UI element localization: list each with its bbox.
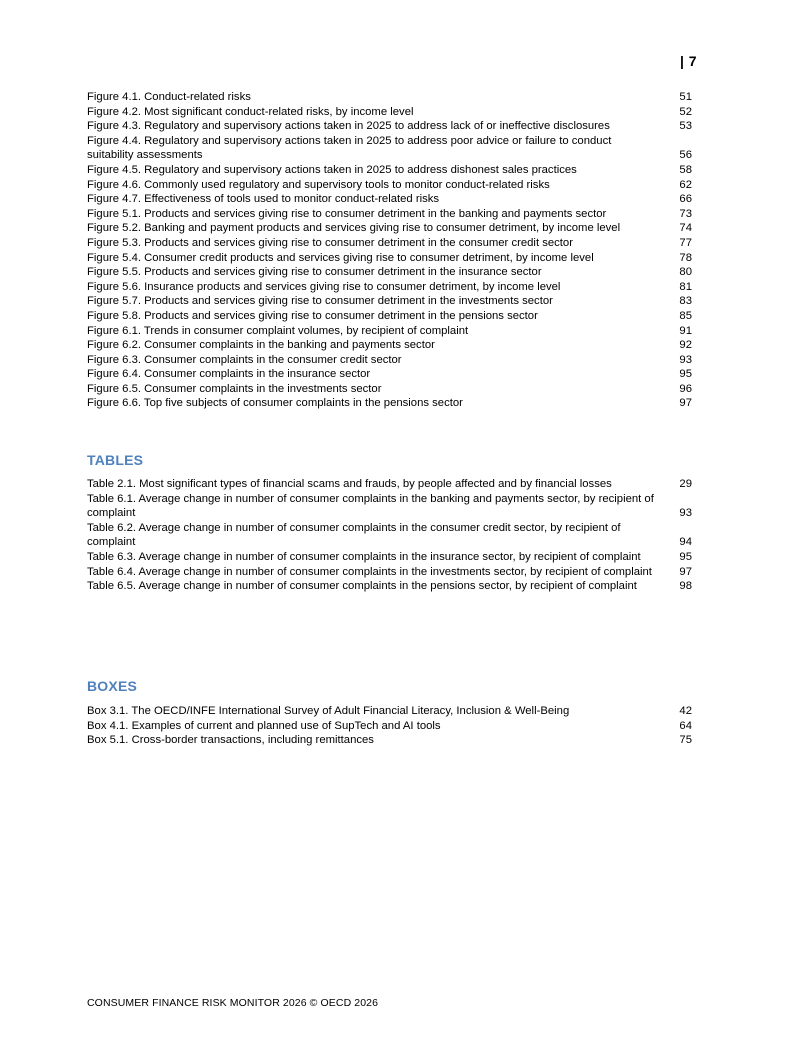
figure-entry-title: Figure 5.5. Products and services giving rise to consumer detriment in the insurance sector	[87, 266, 542, 279]
table-entry-title: Table 6.4. Average change in number of consumer complaints in the investments sector, by recipient of complaint	[87, 565, 652, 578]
table-entry-title: Table 2.1. Most significant types of financial scams and frauds, by people affected and by financial losses	[87, 478, 612, 490]
table-entry-page: 97	[679, 565, 692, 578]
figure-entry[interactable]	[87, 178, 692, 193]
figure-entry-page: 62	[679, 178, 692, 191]
figure-entry-page: 56	[679, 149, 692, 162]
page-footer: CONSUMER FINANCE RISK MONITOR 2026 © OECD 2026	[87, 997, 379, 1009]
figure-entry[interactable]	[87, 338, 692, 353]
figure-entry-page: 73	[679, 207, 692, 220]
box-entry-title: Box 4.1. Examples of current and planned use of SupTech and AI tools	[87, 719, 441, 732]
table-entry-page: 29	[679, 478, 692, 490]
figures-list	[87, 90, 692, 411]
figure-entry-page: 52	[679, 105, 692, 118]
figure-entry[interactable]	[87, 207, 692, 222]
table-entry-page: 93	[679, 507, 692, 520]
table-entry[interactable]	[87, 579, 692, 594]
figure-entry-title: Figure 4.4. Regulatory and supervisory actions taken in 2025 to address poor advice or failure to conduct suitability assessments	[87, 134, 612, 162]
figure-entry-page: 53	[679, 120, 692, 133]
figure-entry-page: 83	[679, 295, 692, 308]
box-entry-page: 64	[679, 719, 692, 732]
figure-entry-title: Figure 4.3. Regulatory and supervisory actions taken in 2025 to address lack of or ineffective disclosures	[87, 120, 610, 133]
figure-entry[interactable]	[87, 119, 692, 134]
figure-entry-page: 95	[679, 368, 692, 381]
boxes-list	[87, 704, 692, 748]
boxes-heading: BOXES	[87, 678, 138, 694]
table-entry[interactable]	[87, 492, 692, 521]
figure-entry[interactable]	[87, 105, 692, 120]
figure-entry-title: Figure 6.1. Trends in consumer complaint volumes, by recipient of complaint	[87, 324, 469, 337]
box-entry[interactable]	[87, 704, 692, 719]
figure-entry[interactable]	[87, 134, 692, 163]
figure-entry-page: 96	[679, 382, 692, 395]
figure-entry-title: Figure 4.7. Effectiveness of tools used to monitor conduct-related risks	[87, 193, 440, 206]
figure-entry[interactable]	[87, 163, 692, 178]
figure-entry-title: Figure 4.2. Most significant conduct-related risks, by income level	[87, 105, 414, 118]
table-entry-page: 94	[679, 536, 692, 549]
box-entry[interactable]	[87, 719, 692, 734]
box-entry-page: 75	[679, 734, 692, 747]
figure-entry[interactable]	[87, 367, 692, 382]
figure-entry-page: 58	[679, 163, 692, 176]
figure-entry[interactable]	[87, 236, 692, 251]
figure-entry-title: Figure 6.3. Consumer complaints in the consumer credit sector	[87, 353, 402, 366]
figure-entry-title: Figure 4.1. Conduct-related risks	[87, 91, 251, 103]
figure-entry[interactable]	[87, 294, 692, 309]
table-entry[interactable]	[87, 477, 692, 492]
table-entry[interactable]	[87, 550, 692, 565]
figure-entry[interactable]	[87, 353, 692, 368]
figure-entry[interactable]	[87, 192, 692, 207]
figure-entry-title: Figure 5.4. Consumer credit products and services giving rise to consumer detriment, by income level	[87, 251, 594, 264]
figure-entry[interactable]	[87, 280, 692, 295]
figure-entry[interactable]	[87, 90, 692, 105]
table-entry[interactable]	[87, 565, 692, 580]
figure-entry-page: 93	[679, 353, 692, 366]
figure-entry[interactable]	[87, 324, 692, 339]
figure-entry-page: 66	[679, 193, 692, 206]
figure-entry-title: Figure 5.7. Products and services giving rise to consumer detriment in the investments sector	[87, 295, 553, 308]
figure-entry-page: 78	[679, 251, 692, 264]
figure-entry[interactable]	[87, 265, 692, 280]
figure-entry-title: Figure 6.2. Consumer complaints in the banking and payments sector	[87, 339, 435, 352]
figure-entry-title: Figure 6.6. Top five subjects of consumer complaints in the pensions sector	[87, 397, 463, 410]
figure-entry-page: 85	[679, 309, 692, 322]
box-entry-title: Box 3.1. The OECD/INFE International Survey of Adult Financial Literacy, Inclusion & Well-Being	[87, 705, 570, 717]
figure-entry-title: Figure 5.8. Products and services giving rise to consumer detriment in the pensions sector	[87, 309, 538, 322]
table-entry[interactable]	[87, 521, 692, 550]
tables-heading: TABLES	[87, 452, 144, 468]
figure-entry-page: 81	[679, 280, 692, 293]
figure-entry-title: Figure 5.2. Banking and payment products and services giving rise to consumer detriment, by income level	[87, 222, 621, 235]
tables-list	[87, 477, 692, 594]
figure-entry-title: Figure 5.6. Insurance products and services giving rise to consumer detriment, by income level	[87, 280, 561, 293]
table-entry-page: 95	[679, 550, 692, 563]
figure-entry-title: Figure 6.5. Consumer complaints in the investments sector	[87, 382, 382, 395]
figure-entry-page: 80	[679, 266, 692, 279]
figure-entry-page: 91	[679, 324, 692, 337]
table-entry-page: 98	[679, 580, 692, 593]
figure-entry[interactable]	[87, 251, 692, 266]
table-entry-title: Table 6.3. Average change in number of consumer complaints in the insurance sector, by recipient of complaint	[87, 550, 641, 563]
table-entry-title: Table 6.5. Average change in number of consumer complaints in the pensions sector, by recipient of complaint	[87, 580, 637, 593]
figure-entry-title: Figure 5.3. Products and services giving rise to consumer detriment in the consumer credit sector	[87, 236, 573, 249]
figure-entry-page: 77	[679, 236, 692, 249]
figure-entry[interactable]	[87, 396, 692, 411]
figure-entry[interactable]	[87, 309, 692, 324]
box-entry-title: Box 5.1. Cross-border transactions, including remittances	[87, 734, 374, 747]
box-entry[interactable]	[87, 733, 692, 748]
figure-entry-title: Figure 4.6. Commonly used regulatory and supervisory tools to monitor conduct-related risks	[87, 178, 550, 191]
figure-entry[interactable]	[87, 382, 692, 397]
page-number: | 7	[680, 53, 698, 69]
table-entry-title: Table 6.1. Average change in number of consumer complaints in the banking and payments sector, by recipient of complaint	[87, 492, 654, 520]
table-entry-title: Table 6.2. Average change in number of consumer complaints in the consumer credit sector, by recipient of complaint	[87, 521, 621, 549]
box-entry-page: 42	[679, 705, 692, 717]
figure-entry-page: 74	[679, 222, 692, 235]
figure-entry-page: 51	[679, 91, 692, 103]
figure-entry-title: Figure 5.1. Products and services giving rise to consumer detriment in the banking and payments sector	[87, 207, 607, 220]
figure-entry-title: Figure 6.4. Consumer complaints in the insurance sector	[87, 368, 371, 381]
figure-entry-page: 97	[679, 397, 692, 410]
figure-entry[interactable]	[87, 221, 692, 236]
figure-entry-title: Figure 4.5. Regulatory and supervisory actions taken in 2025 to address dishonest sales practices	[87, 163, 577, 176]
figure-entry-page: 92	[679, 339, 692, 352]
